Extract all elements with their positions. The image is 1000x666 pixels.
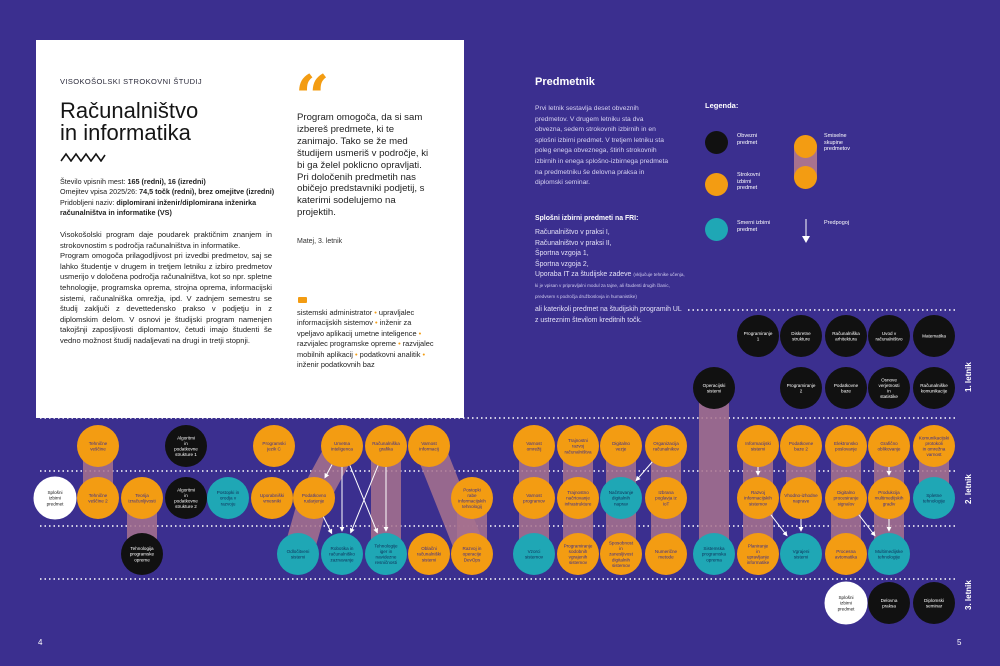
subject-label: Spletne tehnologije (922, 492, 946, 504)
subject-node-g3 (121, 477, 163, 519)
subject-label: Varnost programov (523, 492, 545, 504)
subject-node-t10 (645, 533, 687, 575)
subject-label: Operacijski sistemi (702, 382, 726, 394)
subject-label: Multimedijske tehnologije (875, 548, 903, 560)
subject-node-s9 (600, 425, 642, 467)
quote-icon: “ (295, 63, 330, 133)
subject-label: Vhodno-izhodne naprave (784, 492, 818, 504)
subject-node-s6 (408, 425, 450, 467)
subject-node-p9 (868, 367, 910, 409)
stat-limit: Omejitev vpisa 2025/26: 74,5 točk (redni), brez omejitve (izredni) (60, 187, 275, 197)
subject-node-t8 (557, 533, 599, 575)
fri-elective-note: (vključuje tehnike učenja, ki je vpisan v pripravljalni modul za tajne, ali študenti drugih članic, predvsem s področja družboslovja in humanistike) (535, 272, 685, 299)
subject-node-g12 (645, 477, 687, 519)
fri-elective-item: Športna vzgoja 2, (535, 260, 589, 268)
subject-node-s5 (365, 425, 407, 467)
subject-label: Trajnostni razvoj računalništva (564, 438, 592, 455)
subject-label: Uporabniški vmesniki (259, 492, 285, 504)
subject-node-t1 (121, 533, 163, 575)
subject-label: Tehnologije iger in navidezne resničnosti (374, 543, 398, 566)
subject-node-t11 (693, 533, 735, 575)
subject-label: Varnost informacij (419, 440, 439, 452)
subject-label: Elektronsko poslovanje (833, 440, 859, 452)
subject-label: Delovna praksa (880, 597, 898, 609)
subject-node-s4 (321, 425, 363, 467)
subject-node-t5 (408, 533, 450, 575)
study-kicker: VISOKOŠOLSKI STROKOVNI ŠTUDIJ (60, 77, 203, 86)
predmetnik-intro: Prvi letnik sestavlja deset obveznih predmetov. V drugem letniku sta dva obvezna, sedem strokovnih izbirnih in en splošni izbirni predmet. V tretjem letniku sta poleg enega obveznega, štirih strokovnih izbirnih in enega splošno-izbirnega predmeta na predmetniku še delovna praksa in diplomski seminar. (535, 105, 669, 187)
subject-node-g13 (737, 477, 779, 519)
subject-node-g17 (913, 477, 955, 519)
subject-node-p8 (825, 367, 867, 409)
subject-node-p2 (780, 315, 822, 357)
subject-label: Teorija izračunljivosti (128, 492, 156, 504)
program-title-line1: Računalništvo (60, 98, 199, 123)
subject-label: Grafično oblikovanje (877, 440, 901, 452)
subject-label: Osnove verjetnosti in statistike (878, 377, 900, 400)
fri-elective-item: Računalništvo v praksi II, (535, 239, 612, 247)
subject-node-g10 (557, 477, 599, 519)
subject-node-s1 (77, 425, 119, 467)
subject-label: Matematika (922, 333, 946, 339)
fri-elective-tail: ali katerikoli predmet na študijskih programih UL z ustreznim številom kreditnih točk. (535, 306, 682, 324)
subject-node-g5 (207, 477, 249, 519)
prerequisite-arrow (323, 517, 331, 534)
subject-label: Sposobnost in zanesljivost digitalnih sistemov (608, 540, 634, 568)
subject-label: Organizacija računalnikov (653, 440, 679, 452)
subject-label: Programiranje 2 (786, 382, 816, 394)
subject-node-g2 (77, 477, 119, 519)
year-label-1: 1. letnik (964, 362, 973, 392)
subject-node-t12 (737, 533, 779, 575)
subject-node-t4 (365, 533, 407, 575)
subject-node-t13 (780, 533, 822, 575)
subject-label: Robotika in računalniško zaznavanje (329, 546, 355, 563)
stat-places: Število vpisnih mest: 165 (redni), 16 (izredni) (60, 177, 206, 186)
subject-nodes (34, 315, 955, 624)
subject-label: Programiranje 1 (743, 330, 773, 342)
subject-label: Računalniška grafika (372, 440, 400, 452)
subject-label: Podatkovno rudarjenje (301, 492, 327, 504)
description-paragraph-2: Program omogoča prilagodljivost pri izvedbi predmetov, saj se lahko študentje v drugem in tretjem letniku z izbiro predmetov usmerijo v določena področja računalništva, kot so npr. spletne tehnologije, programska oprema, strojna oprema, informacijski sistemi, računalniška omrežja, ipd. V zadnjem semestru se študij zaključi z devettedensko prakso v podjetju in z diplomskim delom. V osnovi je študijski program namenjen takojšnji zaposljivosti diplomantov, četudi imajo študenti še vedno možnost študij nadaljevati na drugi in tretji stopnji. (60, 251, 272, 345)
fri-electives-title: Splošni izbirni predmeti na FRI: (535, 215, 639, 222)
subject-label: Diplomski seminar (924, 597, 944, 609)
subject-node-g6 (251, 477, 293, 519)
subject-node-t15 (868, 533, 910, 575)
subject-label: Tehnične veščine 2 (88, 492, 108, 504)
subject-label: Vzorci sistemov (524, 548, 544, 560)
subject-node-p6 (693, 367, 735, 409)
subject-label: Informacijski sistemi (745, 440, 771, 452)
legend-title: Legenda: (705, 101, 739, 110)
subject-node-g14 (780, 477, 822, 519)
subject-node-t9 (600, 533, 642, 575)
subject-label: Varnost omrežij (526, 440, 542, 452)
subject-label: Podatkovne baze (833, 382, 859, 394)
subject-label: Procesna avtomatika (834, 548, 858, 560)
subject-label: Tehnologija programske opreme (129, 546, 155, 563)
subject-label: Programiranje sodobnih vgrajenih sistemov (563, 543, 593, 566)
subject-node-g15 (825, 477, 867, 519)
subject-node-t6 (451, 533, 493, 575)
page-number-left: 4 (38, 638, 43, 647)
career-item: razvijalec programske opreme (297, 339, 396, 349)
subject-label: Sistemska programska oprema (701, 546, 727, 563)
group-bands (98, 388, 934, 554)
subject-label: Digitalno vezje (612, 440, 630, 452)
subject-node-p5 (913, 315, 955, 357)
subject-label: Načrtovanje digitalnih naprav (608, 490, 634, 507)
subject-label: Diskretne strukture (791, 330, 811, 342)
description-paragraph-1: Visokošolski program daje poudarek praktičnim znanjem in strokovnostim s področja računalništva in informatike. (60, 230, 272, 250)
subject-label: Odločitveni sistemi (286, 548, 310, 560)
subject-node-p3 (825, 315, 867, 357)
quote-author: Matej, 3. letnik (297, 238, 343, 245)
legend-obvezni-label: Obvezni predmet (737, 133, 758, 146)
subject-node-p10 (913, 367, 955, 409)
career-list: sistemski administrator • upravljalec informacijskih sistemov • inženir za vpeljavo aplikacij umetne inteligence • razvijalec programske opreme • razvijalec mobilnih aplikacij • podatkovni analitik • inženir podatkovnih baz (297, 308, 434, 370)
subject-label: Vgrajeni sistemi (792, 548, 810, 560)
subject-label: Umetna inteligenca (331, 440, 353, 452)
subject-label: Trajnostno načrtovanje infrastrukture (564, 490, 592, 507)
legend-smerni-label: Smerni izbirni predmet (737, 220, 771, 233)
career-item: inženir podatkovnih baz (297, 360, 375, 370)
subject-label: Uvod v računalništvo (875, 330, 903, 342)
subject-label: Izbrana poglavja iz IoT (655, 490, 677, 507)
career-item: sistemski administrator (297, 308, 373, 317)
stat-title: Pridobljeni naziv: diplomirani inženir/diplomirana inženirka računalništva in informatike (VS) (60, 197, 257, 217)
subject-node-t3 (321, 533, 363, 575)
subject-node-t18 (913, 582, 955, 624)
subject-label: Algoritmi in podatkovne strukture 2 (174, 487, 198, 510)
fri-elective-item: Uporaba IT za študijske zadeve (vključuje tehnike učenja, ki je vpisan v pripravljalni modul za tajne, ali študenti drugih članic, predvsem s področja družboslovja in humanistike) (535, 271, 685, 299)
subject-node-g1 (34, 477, 76, 519)
subject-node-g11 (600, 477, 642, 519)
subject-label: Planiranje in upravljanje informatike (746, 543, 770, 566)
subject-label: Splošni izbirni predmet (837, 595, 855, 612)
subject-node-s10 (645, 425, 687, 467)
subject-label: Razvoj informacijskih sistemov (744, 490, 772, 507)
subject-node-g9 (513, 477, 555, 519)
program-title-line2: in informatika (60, 120, 191, 145)
subject-label: Oblačni računalniški sistemi (416, 546, 442, 563)
prerequisite-arrow (636, 462, 652, 481)
subject-node-t16 (825, 582, 867, 624)
subject-node-s8 (557, 425, 599, 467)
subject-node-s15 (913, 425, 955, 467)
subject-node-p7 (780, 367, 822, 409)
subject-label: Algoritmi in podatkovne strukture 1 (174, 435, 198, 458)
year-label-3: 3. letnik (964, 580, 973, 610)
subject-label: Produkcija multimedijskih gradiv (874, 490, 904, 507)
legend-predpogoj-label: Predpogoj (824, 220, 850, 226)
subject-node-p1 (737, 315, 779, 357)
subject-label: Tehnične veščine (88, 440, 108, 452)
subject-label: Razvoj in operacije DevOps (462, 546, 482, 563)
subject-label: Numerične metode (654, 548, 678, 560)
subject-node-p4 (868, 315, 910, 357)
subject-node-s11 (737, 425, 779, 467)
subject-node-s12 (780, 425, 822, 467)
subject-node-s2 (165, 425, 207, 467)
subject-label: Programski jezik C (262, 440, 286, 452)
year-label-2: 2. letnik (964, 474, 973, 504)
subject-node-s7 (513, 425, 555, 467)
page-number-right: 5 (957, 638, 962, 647)
subject-node-g7 (293, 477, 335, 519)
subject-label: Podatkovne baze 2 (788, 440, 814, 452)
subject-node-t7 (513, 533, 555, 575)
legend-strokovni-label: Strokovni izbirni predmet (737, 172, 760, 191)
subject-label: Komunikacijski protokoli in omrežna varnost (918, 435, 950, 458)
predmetnik-title: Predmetnik (535, 76, 595, 88)
career-item: podatkovni analitik (359, 349, 421, 359)
career-item: inženir za vpeljavo aplikacij umetne inteligence (297, 318, 417, 338)
subject-node-t2 (277, 533, 319, 575)
subject-node-s14 (868, 425, 910, 467)
subject-node-s3 (253, 425, 295, 467)
subject-label: Postopki in orodja v razvoju (216, 490, 240, 507)
career-item: upravljalec informacijskih sistemov (297, 308, 415, 328)
subject-node-t14 (825, 533, 867, 575)
career-item: razvijalec mobilnih aplikacij (297, 339, 434, 359)
prerequisite-arrow (859, 515, 875, 536)
subject-label: Digitalno procesiranje signalov (833, 490, 859, 507)
legend-skupine-label: Smiselne skupine predmetov (824, 133, 850, 152)
subject-node-g16 (868, 477, 910, 519)
subject-node-t17 (868, 582, 910, 624)
subject-node-s13 (825, 425, 867, 467)
fri-elective-item: Športna vzgoja 1, (535, 250, 589, 258)
prerequisite-arrow (771, 515, 787, 536)
subject-label: Splošni izbirni predmet (46, 490, 64, 507)
fri-elective-item: Računalništvo v praksi I, (535, 229, 610, 236)
subject-label: Računalniške komunikacije (920, 382, 948, 394)
subject-label: Postopki rabe informacijskih tehnologij (458, 487, 486, 510)
subject-node-g8 (451, 477, 493, 519)
subject-node-g4 (165, 477, 207, 519)
student-quote: Program omogoča, da si sam izbereš predmete, ki te zanimajo. Tako se že med študijem usmeriš v področje, ki bi ga želel poklicno opravljati. Pri določenih predmetih nas običejo predstavniki podjetij, s katerimi sodelujemo na projektih. (297, 112, 429, 219)
subject-label: Računalniška arhitektura (832, 330, 860, 342)
